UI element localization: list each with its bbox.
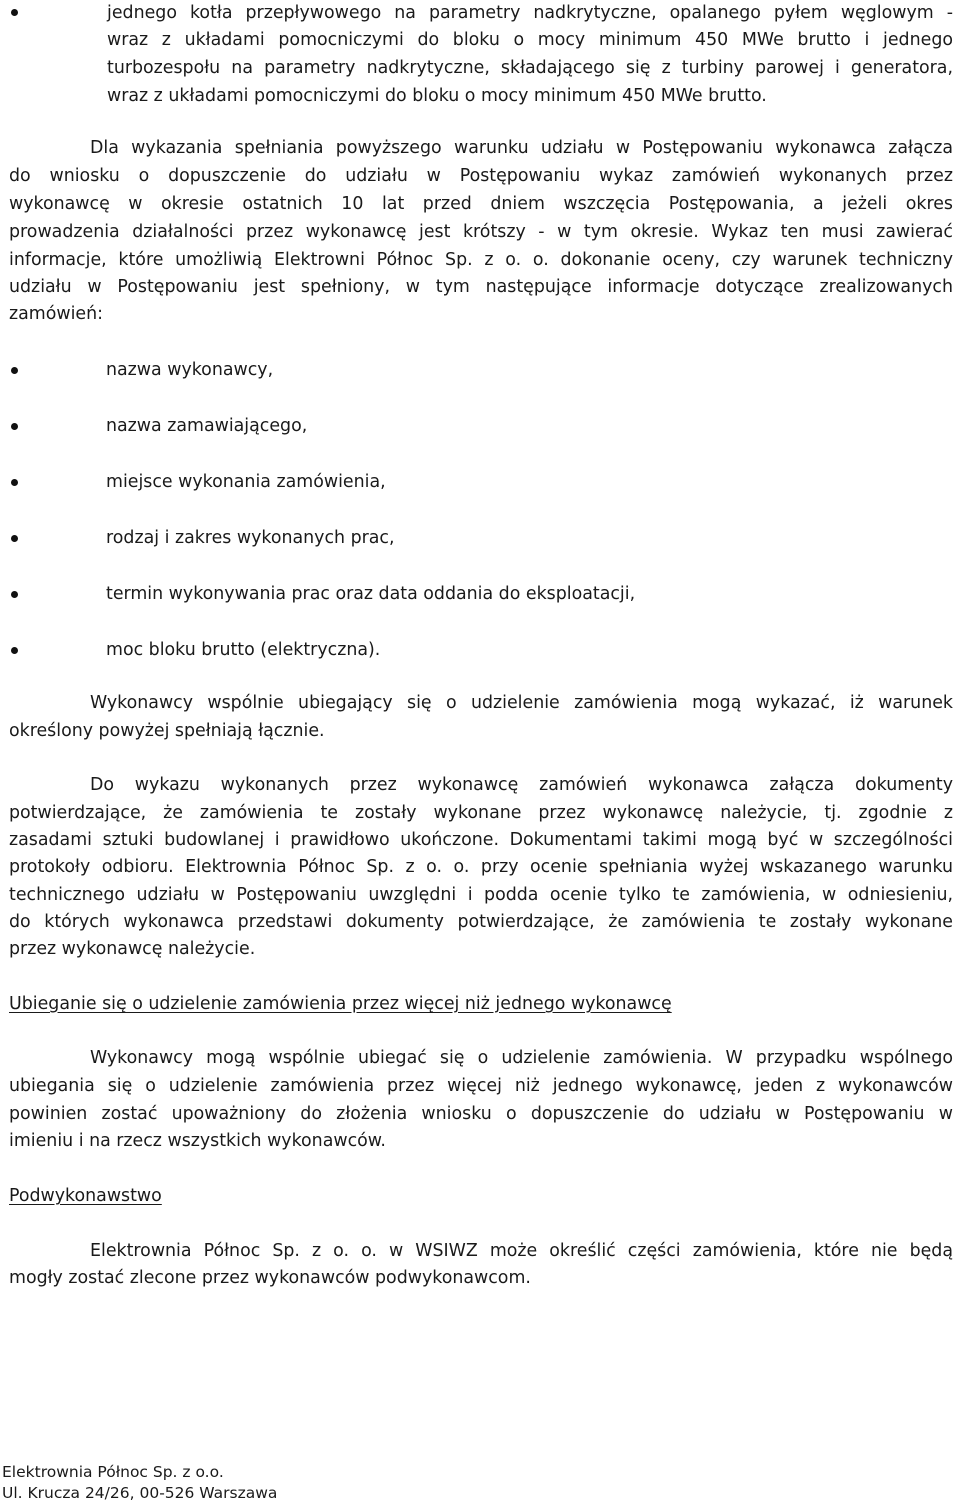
text-line: zamówień: [9, 304, 104, 324]
bullet-dot [11, 591, 18, 598]
text-line: przez wykonawcę należycie. [9, 939, 256, 959]
text-line: do których wykonawca przedstawi dokumenty potwierdzające, że zamówienia te zostały wykonane [9, 912, 953, 932]
bullet-dot [11, 647, 18, 654]
text-line: turbozespołu na parametry nadkrytyczne, składającego się z turbiny parowej i generatora, [107, 58, 953, 78]
section-heading: Podwykonawstwo [9, 1186, 162, 1206]
text-line: technicznego udziału w Postępowaniu uwzględni i podda ocenie tylko te zamówienia, w odniesieniu, [9, 885, 953, 905]
text-line: Do wykazu wykonanych przez wykonawcę zamówień wykonawca załącza dokumenty [90, 775, 953, 795]
text-line: wraz z układami pomocniczymi do bloku o mocy minimum 450 MWe brutto. [107, 86, 767, 106]
bullet-dot [11, 423, 18, 430]
text-line: Dla wykazania spełniania powyższego warunku udziału w Postępowaniu wykonawca załącza [90, 138, 953, 158]
list-item: moc bloku brutto (elektryczna). [106, 640, 381, 660]
bullet-dot [11, 479, 18, 486]
list-item: nazwa zamawiającego, [106, 416, 308, 436]
text-line: informacje, które umożliwią Elektrowni Północ Sp. z o. o. dokonanie oceny, czy warunek techniczny [9, 250, 953, 270]
list-item: nazwa wykonawcy, [106, 360, 274, 380]
bullet-dot [11, 535, 18, 542]
text-line: ubiegania się o udzielenie zamówienia przez więcej niż jednego wykonawcę, jeden z wykonawców [9, 1076, 953, 1096]
text-line: potwierdzające, że zamówienia te zostały wykonane przez wykonawcę należycie, tj. zgodnie z [9, 803, 953, 823]
list-item: termin wykonywania prac oraz data oddania do eksploatacji, [106, 584, 636, 604]
text-line: jednego kotła przepływowego na parametry nadkrytyczne, opalanego pyłem węglowym - [107, 3, 953, 23]
text-line: wykonawcę w okresie ostatnich 10 lat przed dniem wszczęcia Postępowania, a jeżeli okres [9, 194, 953, 214]
text-line: wraz z układami pomocniczymi do bloku o mocy minimum 450 MWe brutto i jednego [107, 30, 953, 50]
bullet-dot [11, 367, 18, 374]
text-line: mogły zostać zlecone przez wykonawców podwykonawcom. [9, 1268, 531, 1288]
text-line: do wniosku o dopuszczenie do udziału w Postępowaniu wykaz zamówień wykonanych przez [9, 166, 953, 186]
text-line: Wykonawcy mogą wspólnie ubiegać się o udzielenie zamówienia. W przypadku wspólnego [90, 1048, 953, 1068]
text-line: określony powyżej spełniają łącznie. [9, 721, 325, 741]
text-line: prowadzenia działalności przez wykonawcę jest krótszy - w tym okresie. Wykaz ten musi zawierać [9, 222, 953, 242]
text-line: Wykonawcy wspólnie ubiegający się o udzielenie zamówienia mogą wykazać, iż warunek [90, 693, 953, 713]
footer-company: Elektrownia Północ Sp. z o.o. [2, 1463, 224, 1481]
list-item: miejsce wykonania zamówienia, [106, 472, 386, 492]
text-line: Elektrownia Północ Sp. z o. o. w WSIWZ może określić części zamówienia, które nie będą [90, 1241, 953, 1261]
bullet-dot [11, 9, 18, 16]
text-line: udziału w Postępowaniu jest spełniony, w tym następujące informacje dotyczące zrealizowanych [9, 277, 953, 297]
list-item: rodzaj i zakres wykonanych prac, [106, 528, 395, 548]
section-heading: Ubieganie się o udzielenie zamówienia przez więcej niż jednego wykonawcę [9, 994, 672, 1014]
text-line: imieniu i na rzecz wszystkich wykonawców. [9, 1131, 386, 1151]
text-line: zasadami sztuki budowlanej i prawidłowo ukończone. Dokumentami takimi mogą być w szczególności [9, 830, 953, 850]
text-line: powinien zostać upoważniony do złożenia wniosku o dopuszczenie do udziału w Postępowaniu w [9, 1104, 953, 1124]
text-line: protokoły odbioru. Elektrownia Północ Sp. z o. o. przy ocenie spełniania wyżej wskazanego warunku [9, 857, 953, 877]
footer-address: Ul. Krucza 24/26, 00-526 Warszawa [2, 1484, 278, 1502]
